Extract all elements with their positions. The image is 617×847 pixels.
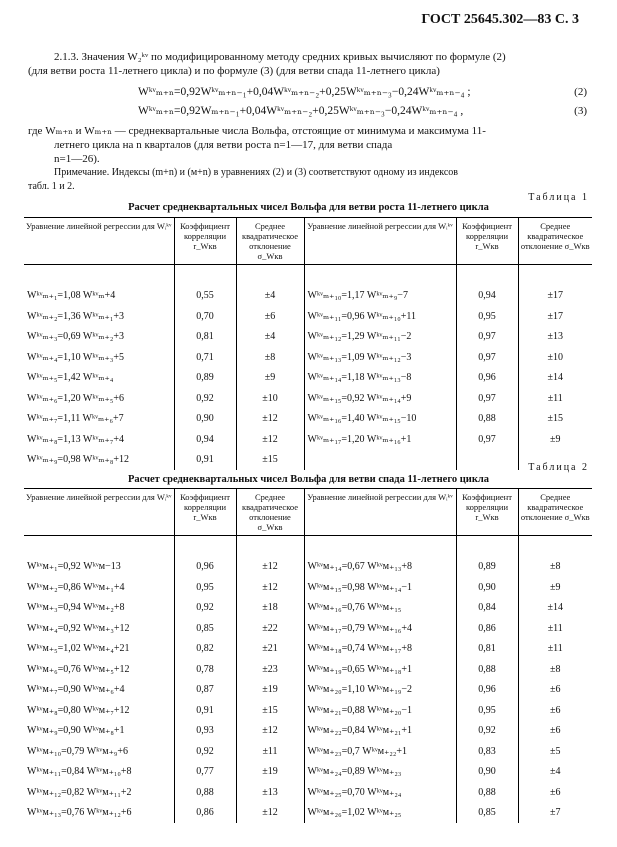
paragraph-line: летнего цикла на n кварталов (для ветви роста n=1—17, для ветви спада: [54, 139, 393, 151]
header-deviation: Среднее квадратическое отклонение σ_Wкв: [518, 489, 592, 536]
correlation-cell: 0,89: [174, 368, 236, 389]
deviation-cell: ±6: [518, 782, 592, 803]
equation-cell: Wᵏᵛм₊₁₄=0,67 Wᵏᵛм₊₁₃+8: [304, 557, 456, 578]
equation-cell: Wᵏᵛм₊₁₉=0,65 Wᵏᵛм₊₁₈+1: [304, 659, 456, 680]
equation-cell: Wᵏᵛм₊₂₆=1,02 Wᵏᵛм₊₂₅: [304, 803, 456, 824]
header-correlation: Коэффициент корреляции r_Wкв: [174, 218, 236, 265]
deviation-cell: ±4: [236, 286, 304, 307]
correlation-cell: 0,55: [174, 286, 236, 307]
equation-cell: Wᵏᵛₘ₊₁₁=0,96 Wᵏᵛₘ₊₁₀+11: [304, 306, 456, 327]
paragraph-line: где Wₘ₊ₙ и Wₘ₊ₙ — среднеквартальные числа Вольфа, отстоящие от минимума и максимума 11-: [28, 125, 486, 137]
table-2-label: Таблица 2: [528, 462, 589, 473]
correlation-cell: 0,92: [456, 721, 518, 742]
table-row: [24, 327, 592, 348]
page-header: ГОСТ 25645.302—83 С. 3: [421, 12, 579, 27]
correlation-cell: 0,86: [456, 618, 518, 639]
correlation-cell: 0,94: [456, 286, 518, 307]
deviation-cell: ±15: [236, 450, 304, 471]
deviation-cell: ±15: [236, 700, 304, 721]
deviation-cell: ±12: [236, 577, 304, 598]
header-correlation: Коэффициент корреляции r_Wкв: [456, 489, 518, 536]
equation-cell: Wᵏᵛм₊₁₅=0,98 Wᵏᵛм₊₁₄−1: [304, 577, 456, 598]
deviation-cell: ±11: [518, 388, 592, 409]
equation-cell: Wᵏᵛм₊₁₁=0,84 Wᵏᵛм₊₁₀+8: [27, 766, 132, 778]
equation-cell: Wᵏᵛₘ₊₆=1,20 Wᵏᵛₘ₊₅+6: [27, 392, 124, 404]
equation-cell: Wᵏᵛₘ₊₄=1,10 Wᵏᵛₘ₊₃+5: [27, 351, 124, 363]
equation-cell: Wᵏᵛм₊₁₆=0,76 Wᵏᵛм₊₁₅: [304, 598, 456, 619]
equation-cell: Wᵏᵛм₊₂₂=0,84 Wᵏᵛм₊₂₁+1: [304, 721, 456, 742]
header-equation: Уравнение линейной регрессии для Wᵢᵏᵛ: [304, 489, 456, 536]
deviation-cell: ±14: [518, 598, 592, 619]
equation-cell: Wᵏᵛм₊₄=0,92 Wᵏᵛм₊₃+12: [27, 622, 130, 634]
deviation-cell: ±4: [518, 762, 592, 783]
deviation-cell: ±22: [236, 618, 304, 639]
equation-cell: Wᵏᵛₘ₊₁₆=1,40 Wᵏᵛₘ₊₁₅−10: [304, 409, 456, 430]
deviation-cell: ±5: [518, 741, 592, 762]
table-row: [24, 306, 592, 327]
equation-cell: Wᵏᵛₘ₊₁₃=1,09 Wᵏᵛₘ₊₁₂−3: [304, 347, 456, 368]
equation-cell: Wᵏᵛₘ₊₉=0,98 Wᵏᵛₘ₊₈+12: [27, 454, 129, 466]
equation-cell: Wᵏᵛм₊₆=0,76 Wᵏᵛм₊₅+12: [27, 663, 130, 675]
correlation-cell: 0,93: [174, 721, 236, 742]
paragraph-2-1-3: [28, 50, 583, 78]
correlation-cell: 0,70: [174, 306, 236, 327]
equation-cell: Wᵏᵛₘ₊₁₅=0,92 Wᵏᵛₘ₊₁₄+9: [304, 388, 456, 409]
table-1: [24, 217, 592, 470]
correlation-cell: 0,88: [456, 659, 518, 680]
header-correlation: Коэффициент корреляции r_Wкв: [456, 218, 518, 265]
deviation-cell: ±19: [236, 680, 304, 701]
table-row: [24, 700, 592, 721]
table-1-title: Расчет среднеквартальных чисел Вольфа для ветви роста 11-летнего цикла: [128, 202, 489, 213]
deviation-cell: ±17: [518, 306, 592, 327]
table-row: [24, 388, 592, 409]
paragraph-line: 2.1.3. Значения W₂ᵏᵛ по модифицированному методу средних кривых вычисляют по формуле (2): [54, 51, 506, 63]
correlation-cell: 0,97: [456, 327, 518, 348]
table-row: [24, 286, 592, 307]
equation-cell: Wᵏᵛм₊₃=0,94 Wᵏᵛм₊₂+8: [27, 602, 125, 614]
correlation-cell: 0,95: [174, 577, 236, 598]
deviation-cell: ±6: [236, 306, 304, 327]
correlation-cell: 0,91: [174, 450, 236, 471]
deviation-cell: ±12: [236, 409, 304, 430]
deviation-cell: ±9: [518, 429, 592, 450]
deviation-cell: ±8: [518, 557, 592, 578]
equation-cell: Wᵏᵛₘ₊₇=1,11 Wᵏᵛₘ₊₆+7: [27, 413, 124, 425]
correlation-cell: 0,91: [174, 700, 236, 721]
equation-cell: Wᵏᵛₘ₊₁₀=1,17 Wᵏᵛₘ₊₉−7: [304, 286, 456, 307]
correlation-cell: 0,94: [174, 429, 236, 450]
correlation-cell: 0,92: [174, 388, 236, 409]
deviation-cell: ±15: [518, 409, 592, 430]
correlation-cell: 0,88: [456, 782, 518, 803]
equation-cell: Wᵏᵛм₊₁₇=0,79 Wᵏᵛм₊₁₆+4: [304, 618, 456, 639]
deviation-cell: ±11: [518, 639, 592, 660]
deviation-cell: ±19: [236, 762, 304, 783]
correlation-cell: 0,95: [456, 306, 518, 327]
paragraph-line: (для ветви роста 11-летнего цикла) и по формуле (3) (для ветви спада 11-летнего цикла): [28, 65, 440, 77]
correlation-cell: 0,97: [456, 388, 518, 409]
table-row: [24, 639, 592, 660]
correlation-cell: 0,96: [174, 557, 236, 578]
header-deviation: Среднее квадратическое отклонение σ_Wкв: [236, 218, 304, 265]
equation-cell: Wᵏᵛм₊₁₀=0,79 Wᵏᵛм₊₉+6: [27, 745, 129, 757]
correlation-cell: 0,88: [456, 409, 518, 430]
correlation-cell: 0,86: [174, 803, 236, 824]
correlation-cell: 0,90: [456, 762, 518, 783]
equation-cell: Wᵏᵛм₊₂=0,86 Wᵏᵛм₊₁+4: [27, 581, 125, 593]
equation-cell: Wᵏᵛₘ₊₅=1,42 Wᵏᵛₘ₊₄: [27, 372, 114, 384]
paragraph-line: n=1—26).: [54, 153, 100, 165]
equation-cell: Wᵏᵛₘ₊₂=1,36 Wᵏᵛₘ₊₁+3: [27, 310, 124, 322]
table-row: [24, 721, 592, 742]
equation-cell: Wᵏᵛм₊₇=0,90 Wᵏᵛм₊₆+4: [27, 684, 125, 696]
correlation-cell: 0,90: [456, 577, 518, 598]
table-1-label: Таблица 1: [528, 192, 589, 203]
table-2-title: Расчет среднеквартальных чисел Вольфа для ветви спада 11-летнего цикла: [127, 474, 490, 485]
deviation-cell: ±12: [236, 721, 304, 742]
deviation-cell: ±7: [518, 803, 592, 824]
deviation-cell: ±9: [236, 368, 304, 389]
deviation-cell: ±12: [236, 429, 304, 450]
note-line: Примечание. Индексы (m+n) и (м+n) в уравнениях (2) и (3) соответствуют одному из индексов: [54, 167, 459, 178]
deviation-cell: ±8: [518, 659, 592, 680]
correlation-cell: 0,85: [456, 803, 518, 824]
table-row: [24, 741, 592, 762]
header-deviation: Среднее квадратическое отклонение σ_Wкв: [236, 489, 304, 536]
correlation-cell: 0,85: [174, 618, 236, 639]
correlation-cell: 0,95: [456, 700, 518, 721]
deviation-cell: ±14: [518, 368, 592, 389]
header-deviation: Среднее квадратическое отклонение σ_Wкв: [518, 218, 592, 265]
table-row: [24, 762, 592, 783]
formula-3: Wᵏᵛₘ₊ₙ=0,92Wₘ₊ₙ₋₁+0,04Wᵏᵛₘ₊ₙ₋₂+0,25Wᵏᵛₘ₊ₙ₋₃−0,24Wᵏᵛₘ₊ₙ₋₄ ,: [138, 105, 464, 117]
correlation-cell: 0,81: [174, 327, 236, 348]
correlation-cell: 0,96: [456, 680, 518, 701]
correlation-cell: 0,81: [456, 639, 518, 660]
table-row: [24, 782, 592, 803]
paragraph-where: [28, 124, 588, 166]
equation-cell: Wᵏᵛₘ₊₁₂=1,29 Wᵏᵛₘ₊₁₁−2: [304, 327, 456, 348]
header-equation: Уравнение линейной регрессии для Wᵢᵏᵛ: [304, 218, 456, 265]
correlation-cell: 0,82: [174, 639, 236, 660]
correlation-cell: 0,96: [456, 368, 518, 389]
deviation-cell: ±11: [518, 618, 592, 639]
equation-cell: Wᵏᵛм₊₂₃=0,7 Wᵏᵛм₊₂₂+1: [304, 741, 456, 762]
equation-cell: Wᵏᵛм₊₁₂=0,82 Wᵏᵛм₊₁₁+2: [27, 786, 132, 798]
deviation-cell: ±18: [236, 598, 304, 619]
correlation-cell: 0,90: [174, 409, 236, 430]
correlation-cell: 0,92: [174, 598, 236, 619]
deviation-cell: ±6: [518, 721, 592, 742]
table-row: [24, 803, 592, 824]
table-row: [24, 368, 592, 389]
note-line: табл. 1 и 2.: [28, 181, 75, 192]
deviation-cell: ±13: [236, 782, 304, 803]
table-row: [24, 680, 592, 701]
equation-cell: Wᵏᵛм₊₂₁=0,88 Wᵏᵛм₊₂₀−1: [304, 700, 456, 721]
formula-3-number: (3): [574, 105, 587, 117]
equation-cell: Wᵏᵛₘ₊₁₄=1,18 Wᵏᵛₘ₊₁₃−8: [304, 368, 456, 389]
equation-cell: Wᵏᵛₘ₊₃=0,69 Wᵏᵛₘ₊₂+3: [27, 331, 124, 343]
correlation-cell: 0,89: [456, 557, 518, 578]
equation-cell: Wᵏᵛм₊₁₈=0,74 Wᵏᵛм₊₁₇+8: [304, 639, 456, 660]
table-row: [24, 577, 592, 598]
correlation-cell: 0,88: [174, 782, 236, 803]
correlation-cell: 0,71: [174, 347, 236, 368]
equation-cell: Wᵏᵛм₊₂₄=0,89 Wᵏᵛм₊₂₃: [304, 762, 456, 783]
table-row: [24, 557, 592, 578]
deviation-cell: ±6: [518, 700, 592, 721]
table-row: [24, 598, 592, 619]
header-equation: Уравнение линейной регрессии для Wᵢᵏᵛ: [24, 489, 174, 536]
equation-cell: Wᵏᵛм₊₁₃=0,76 Wᵏᵛм₊₁₂+6: [27, 807, 132, 819]
note: [28, 166, 588, 194]
table-row: [24, 429, 592, 450]
correlation-cell: 0,78: [174, 659, 236, 680]
formula-2-number: (2): [574, 86, 587, 98]
table-row: [24, 409, 592, 430]
correlation-cell: [456, 450, 518, 471]
correlation-cell: 0,97: [456, 429, 518, 450]
table-row: [24, 659, 592, 680]
correlation-cell: 0,87: [174, 680, 236, 701]
correlation-cell: 0,92: [174, 741, 236, 762]
header-equation: Уравнение линейной регрессии для Wᵢᵏᵛ: [24, 218, 174, 265]
deviation-cell: ±8: [236, 347, 304, 368]
table-row: [24, 618, 592, 639]
equation-cell: Wᵏᵛм₊₅=1,02 Wᵏᵛм₊₄+21: [27, 643, 130, 655]
deviation-cell: ±21: [236, 639, 304, 660]
deviation-cell: ±9: [518, 577, 592, 598]
deviation-cell: ±13: [518, 327, 592, 348]
deviation-cell: ±6: [518, 680, 592, 701]
table-row: [24, 450, 592, 471]
deviation-cell: ±4: [236, 327, 304, 348]
equation-cell: [304, 450, 456, 471]
deviation-cell: ±10: [518, 347, 592, 368]
correlation-cell: 0,77: [174, 762, 236, 783]
equation-cell: Wᵏᵛм₊₁=0,92 Wᵏᵛм−13: [27, 561, 121, 573]
equation-cell: Wᵏᵛм₊₉=0,90 Wᵏᵛм₊₈+1: [27, 725, 125, 737]
deviation-cell: ±12: [236, 803, 304, 824]
deviation-cell: ±10: [236, 388, 304, 409]
header-correlation: Коэффициент корреляции r_Wкв: [174, 489, 236, 536]
deviation-cell: ±12: [236, 557, 304, 578]
equation-cell: Wᵏᵛм₊₈=0,80 Wᵏᵛм₊₇+12: [27, 704, 130, 716]
correlation-cell: 0,97: [456, 347, 518, 368]
table-row: [24, 347, 592, 368]
deviation-cell: ±11: [236, 741, 304, 762]
equation-cell: Wᵏᵛм₊₂₀=1,10 Wᵏᵛм₊₁₉−2: [304, 680, 456, 701]
equation-cell: Wᵏᵛₘ₊₈=1,13 Wᵏᵛₘ₊₇+4: [27, 433, 124, 445]
deviation-cell: ±17: [518, 286, 592, 307]
deviation-cell: ±23: [236, 659, 304, 680]
equation-cell: Wᵏᵛₘ₊₁₇=1,20 Wᵏᵛₘ₊₁₆+1: [304, 429, 456, 450]
table-2: [24, 488, 592, 823]
equation-cell: Wᵏᵛм₊₂₅=0,70 Wᵏᵛм₊₂₄: [304, 782, 456, 803]
correlation-cell: 0,84: [456, 598, 518, 619]
correlation-cell: 0,83: [456, 741, 518, 762]
equation-cell: Wᵏᵛₘ₊₁=1,08 Wᵏᵛₘ+4: [27, 290, 116, 302]
formula-2: Wᵏᵛₘ₊ₙ=0,92Wᵏᵛₘ₊ₙ₋₁+0,04Wᵏᵛₘ₊ₙ₋₂+0,25Wᵏᵛₘ₊ₙ₋₃−0,24Wᵏᵛₘ₊ₙ₋₄ ;: [138, 86, 471, 98]
